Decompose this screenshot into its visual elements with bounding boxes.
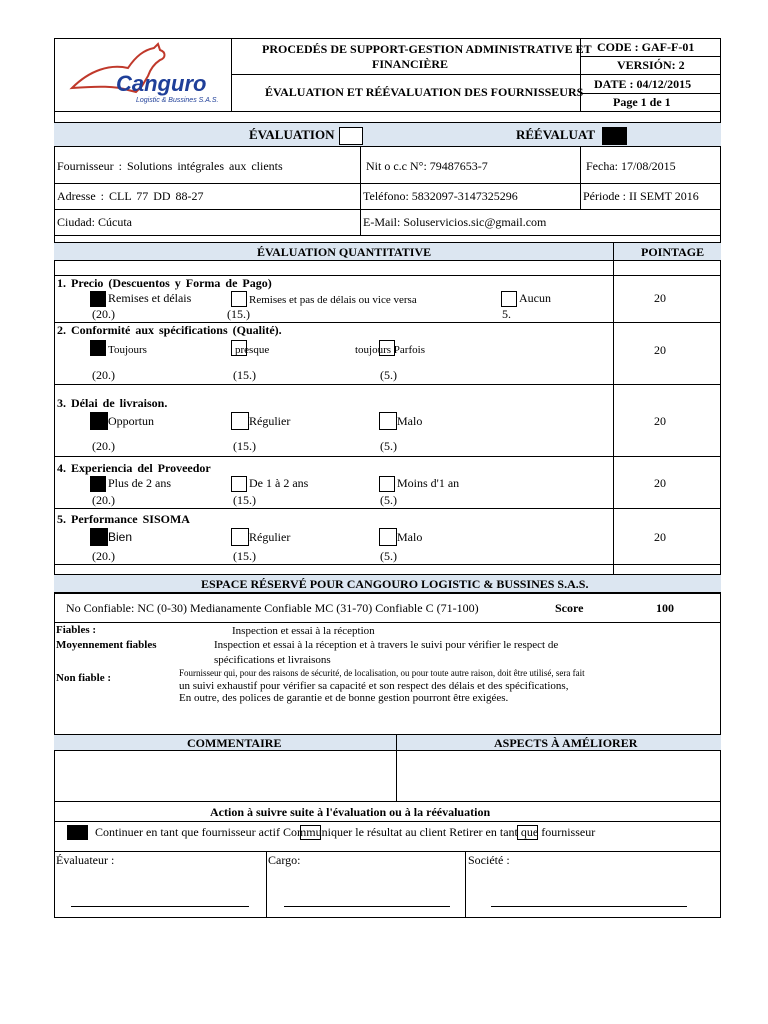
fiables-label: Fiables : — [56, 624, 97, 636]
option-score: (20.) — [92, 493, 115, 507]
option-label: Régulier — [249, 414, 291, 428]
fiables-text: Inspection et essai à la réception — [232, 625, 375, 637]
option-score: 5. — [502, 307, 511, 321]
criterion-title: 2. Conformité aux spécifications (Qualité). — [57, 323, 282, 337]
supplier-name: Fournisseur : Solutions intégrales aux clients — [57, 159, 283, 173]
criterion-title: 3. Délai de livraison. — [57, 396, 168, 410]
score-label: Score — [555, 601, 584, 615]
reevaluation-label: RÉÉVALUAT — [516, 127, 595, 142]
option-checkbox[interactable] — [379, 528, 397, 546]
pointage-value: 20 — [654, 343, 666, 357]
aspects-label: ASPECTS À AMÉLIORER — [494, 736, 638, 750]
criterion-title: 1. Precio (Descuentos y Forma de Pago) — [57, 276, 272, 290]
option-label: presque — [235, 344, 270, 356]
doc-date: DATE : 04/12/2015 — [594, 77, 692, 91]
commentaire-label: COMMENTAIRE — [187, 736, 282, 750]
supplier-fecha: Fecha: 17/08/2015 — [586, 159, 676, 173]
option-label: Remises et pas de délais ou vice versa — [249, 294, 417, 306]
option-score: (5.) — [380, 368, 397, 382]
option-label: Plus de 2 ans — [108, 476, 171, 490]
aspects-field[interactable] — [397, 751, 720, 801]
option-label: Opportun — [108, 414, 154, 428]
moyen-text-1: Inspection et essai à la réception et à travers le suivi pour vérifier le respect de — [214, 639, 559, 651]
action-title: Action à suivre suite à l'évaluation ou à la réévaluation — [210, 805, 491, 819]
header-title-line1: PROCEDÉS DE SUPPORT-GESTION ADMINISTRATIVE ET — [262, 42, 592, 56]
company-logo — [62, 42, 228, 106]
option-checkbox[interactable] — [90, 476, 106, 492]
commentaire-field[interactable] — [55, 751, 396, 801]
evaluateur-signature-line[interactable] — [71, 906, 249, 907]
option-checkbox[interactable] — [90, 412, 108, 430]
option-checkbox[interactable] — [90, 291, 106, 307]
supplier-telefono: Teléfono: 5832097-3147325296 — [363, 189, 518, 203]
pointage-value: 20 — [654, 476, 666, 490]
option-label: Régulier — [249, 530, 291, 544]
societe-label: Société : — [468, 853, 510, 867]
doc-code: CODE : GAF-F-01 — [597, 40, 695, 54]
option-score: (20.) — [92, 439, 115, 453]
option-score: (15.) — [233, 493, 256, 507]
header-title-line2: FINANCIÈRE — [372, 57, 449, 71]
criterion-title: 5. Performance SISOMA — [57, 512, 190, 526]
supplier-ciudad: Ciudad: Cúcuta — [57, 215, 132, 229]
supplier-email: E-Mail: Soluservicios.sic@gmail.com — [363, 215, 547, 229]
nonfiable-label: Non fiable : — [56, 672, 111, 684]
pointage-value: 20 — [654, 291, 666, 305]
option-label: Malo — [397, 530, 423, 544]
continue-checkbox[interactable] — [67, 825, 88, 840]
option-checkbox[interactable] — [379, 476, 395, 492]
option-checkbox[interactable] — [231, 412, 249, 430]
evaluation-label: ÉVALUATION — [249, 127, 335, 142]
logo-subtext: Logistic & Bussines S.A.S. — [136, 97, 219, 104]
option-score: (15.) — [233, 368, 256, 382]
option-checkbox[interactable] — [231, 528, 249, 546]
option-checkbox[interactable] — [90, 528, 108, 546]
option-label: Remises et délais — [108, 291, 192, 305]
option-label: Aucun — [519, 291, 551, 305]
pointage-value: 20 — [654, 530, 666, 544]
option-checkbox[interactable] — [231, 476, 247, 492]
score-value: 100 — [656, 601, 674, 615]
evaluation-checkbox[interactable] — [339, 127, 363, 145]
option-label: De 1 à 2 ans — [249, 476, 309, 490]
option-label: Malo — [397, 414, 423, 428]
option-score: (5.) — [380, 439, 397, 453]
communicate-checkbox[interactable] — [300, 825, 321, 840]
nonfiable-text-1: Fournisseur qui, pour des raisons de sécurité, de localisation, ou pour toute autre raison, doit être utilisé, sera fait — [179, 668, 585, 678]
option-label: Bien — [108, 530, 133, 544]
option-checkbox[interactable] — [90, 340, 106, 356]
supplier-periode: Période : II SEMT 2016 — [583, 189, 699, 203]
option-checkbox[interactable] — [379, 412, 397, 430]
option-checkbox[interactable] — [501, 291, 517, 307]
option-score: (15.) — [233, 549, 256, 563]
logo-text: Canguro — [116, 71, 207, 96]
option-score: (15.) — [233, 439, 256, 453]
option-label: Toujours — [108, 344, 147, 356]
action-options-text: Continuer en tant que fournisseur actif Communiquer le résultat au client Retirer en tant que fournisseur — [95, 825, 596, 839]
option-score: (5.) — [380, 493, 397, 507]
supplier-nit: Nit o c.c N°: 79487653-7 — [366, 159, 488, 173]
cargo-signature-line[interactable] — [284, 906, 450, 907]
quantitative-title: ÉVALUATION QUANTITATIVE — [257, 245, 432, 259]
nonfiable-text-3: En outre, des polices de garantie et de bonne gestion pourront être exigées. — [179, 692, 509, 704]
option-label: toujours Parfois — [355, 344, 425, 356]
header-subtitle: ÉVALUATION ET RÉÉVALUATION DES FOURNISSEURS — [265, 85, 584, 99]
evaluateur-label: Évaluateur : — [56, 853, 115, 867]
option-checkbox[interactable] — [231, 291, 247, 307]
option-score: (15.) — [227, 307, 250, 321]
moyen-label: Moyennement fiables — [56, 639, 157, 651]
pointage-value: 20 — [654, 414, 666, 428]
option-label: Moins d'1 an — [397, 476, 460, 490]
doc-version: VERSIÓN: 2 — [617, 58, 685, 72]
criterion-title: 4. Experiencia del Proveedor — [57, 461, 211, 475]
reserved-title: ESPACE RÉSERVÉ POUR CANGOURO LOGISTIC & BUSSINES S.A.S. — [201, 577, 589, 591]
option-score: (20.) — [92, 549, 115, 563]
moyen-text-2: spécifications et livraisons — [214, 654, 331, 666]
option-score: (20.) — [92, 307, 115, 321]
confidence-scale: No Confiable: NC (0-30) Medianamente Confiable MC (31-70) Confiable C (71-100) — [66, 601, 479, 615]
reevaluation-checkbox[interactable] — [602, 127, 627, 145]
nonfiable-text-2: un suivi exhaustif pour vérifier sa capacité et son respect des délais et des spécifications, — [179, 680, 569, 692]
option-score: (5.) — [380, 549, 397, 563]
supplier-adresse: Adresse : CLL 77 DD 88-27 — [57, 189, 204, 203]
cargo-label: Cargo: — [268, 853, 301, 867]
option-score: (20.) — [92, 368, 115, 382]
pointage-label: POINTAGE — [641, 245, 705, 259]
doc-page: Page 1 de 1 — [613, 95, 671, 109]
societe-signature-line[interactable] — [491, 906, 687, 907]
retire-checkbox[interactable] — [517, 825, 538, 840]
